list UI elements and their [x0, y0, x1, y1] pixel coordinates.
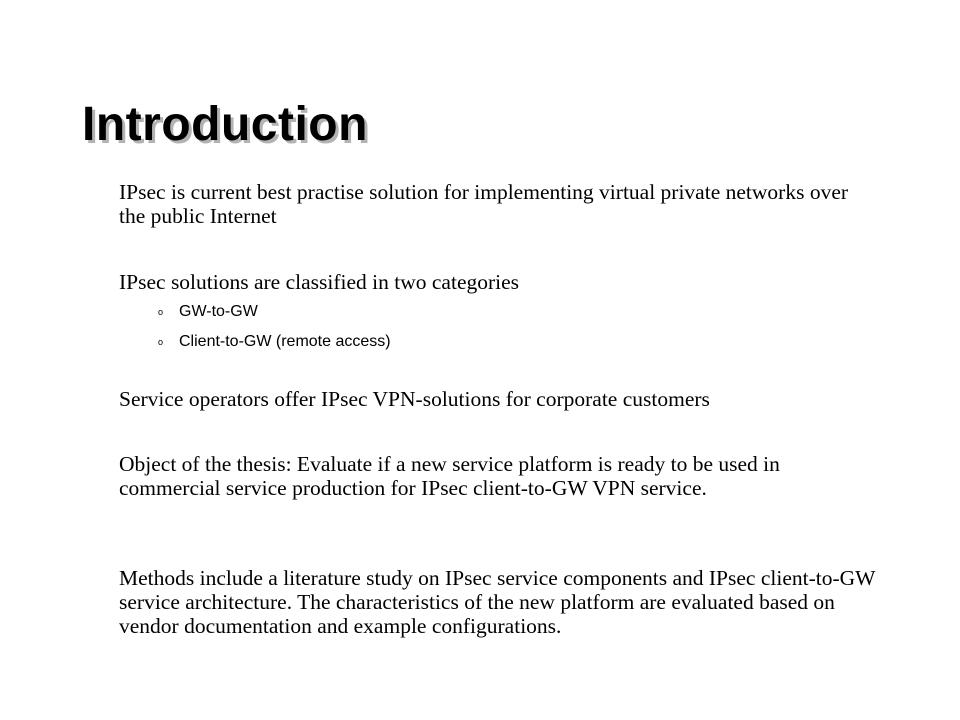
- sub-item-label: GW-to-GW: [179, 303, 258, 320]
- sub-bullet-marker: o: [158, 307, 164, 317]
- bullet-thesis-object: Object of the thesis: Evaluate if a new service platform is ready to be used in commercial service production for IPsec client-to-GW VPN service.: [119, 452, 780, 500]
- sub-item-client-to-gw: [158, 332, 391, 352]
- sub-item-gw-to-gw: [158, 302, 258, 322]
- sub-bullet-marker: o: [158, 337, 164, 347]
- slide-title: Introduction: [82, 98, 368, 151]
- bullet-ipsec-categories: IPsec solutions are classified in two categories: [119, 270, 520, 294]
- sub-item-label: Client-to-GW (remote access): [179, 333, 391, 350]
- bullet-ipsec-best-practice: IPsec is current best practise solution for implementing virtual private networks over the public Internet: [119, 180, 849, 228]
- bullet-methods: Methods include a literature study on IPsec service components and IPsec client-to-GW service architecture. The characteristics of the new platform are evaluated based on vendor documentation and example configurations.: [119, 566, 876, 638]
- bullet-service-operators: Service operators offer IPsec VPN-solutions for corporate customers: [119, 387, 710, 411]
